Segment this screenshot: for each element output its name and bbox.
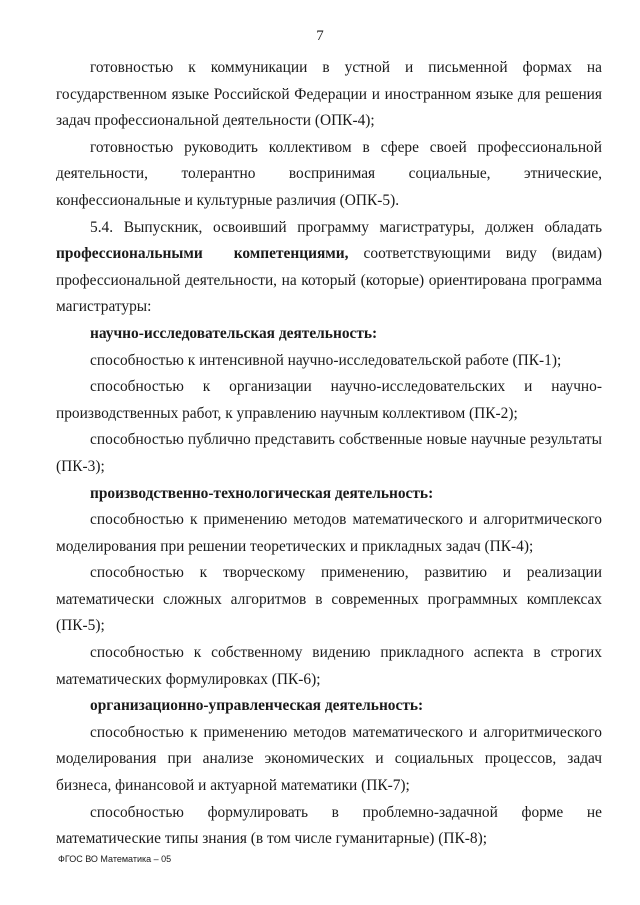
section-title: производственно-технологическая деятельность:: [90, 484, 434, 502]
page-number: 7: [316, 28, 324, 44]
list-item: способностью к собственному видению прикладного аспекта в строгих математических формулировках (ПК-6);: [56, 644, 602, 688]
section-production: [56, 481, 602, 694]
paragraph-5-4-end: соответствующими виду (видам) профессиональной деятельности, на который (которые) ориентирована программа магистратуры:: [56, 245, 602, 316]
list-item: способностью к интенсивной научно-исследовательской работе (ПК-1);: [90, 351, 562, 369]
paragraph-5-4: [56, 215, 602, 321]
paragraph-5-4-start: 5.4. Выпускник, освоивший программу магистратуры, должен обладать: [90, 218, 602, 236]
section-management: [56, 693, 602, 853]
list-item: способностью публично представить собственные новые научные результаты (ПК-3);: [56, 431, 602, 475]
paragraph-opk-4: готовностью к коммуникации в устной и письменной формах на государственном языке Российской Федерации и иностранном языке для решения задач профессиональной деятельности (ОПК-4);: [56, 59, 602, 130]
list-item: способностью к творческому применению, развитию и реализации математически сложных алгоритмов в современных программных комплексах (ПК-5);: [56, 564, 602, 635]
document-body: [56, 55, 602, 853]
section-title: организационно-управленческая деятельность:: [90, 697, 424, 715]
footer: ФГОС ВО Математика – 05: [58, 854, 172, 864]
list-item: способностью к применению методов математического и алгоритмического моделирования при решении теоретических и прикладных задач (ПК-4);: [56, 511, 602, 555]
paragraph-5-4-bold: профессиональными компетенциями,: [56, 245, 349, 263]
section-research: [56, 321, 602, 481]
section-title: научно-исследовательская деятельность:: [90, 324, 378, 342]
paragraph-opk-5: готовностью руководить коллективом в сфере своей профессиональной деятельности, толерантно воспринимая социальные, этнические, конфессиональные и культурные различия (ОПК-5).: [56, 138, 602, 209]
list-item: способностью формулировать в проблемно-задачной форме не математические типы знания (в том числе гуманитарные) (ПК-8);: [56, 803, 602, 848]
list-item: способностью к организации научно-исследовательских и научно-производственных работ, к управлению научным коллективом (ПК-2);: [56, 378, 602, 422]
list-item: способностью к применению методов математического и алгоритмического моделирования при анализе экономических и социальных процессов, задач бизнеса, финансовой и актуарной математики (ПК-7);: [56, 723, 602, 795]
